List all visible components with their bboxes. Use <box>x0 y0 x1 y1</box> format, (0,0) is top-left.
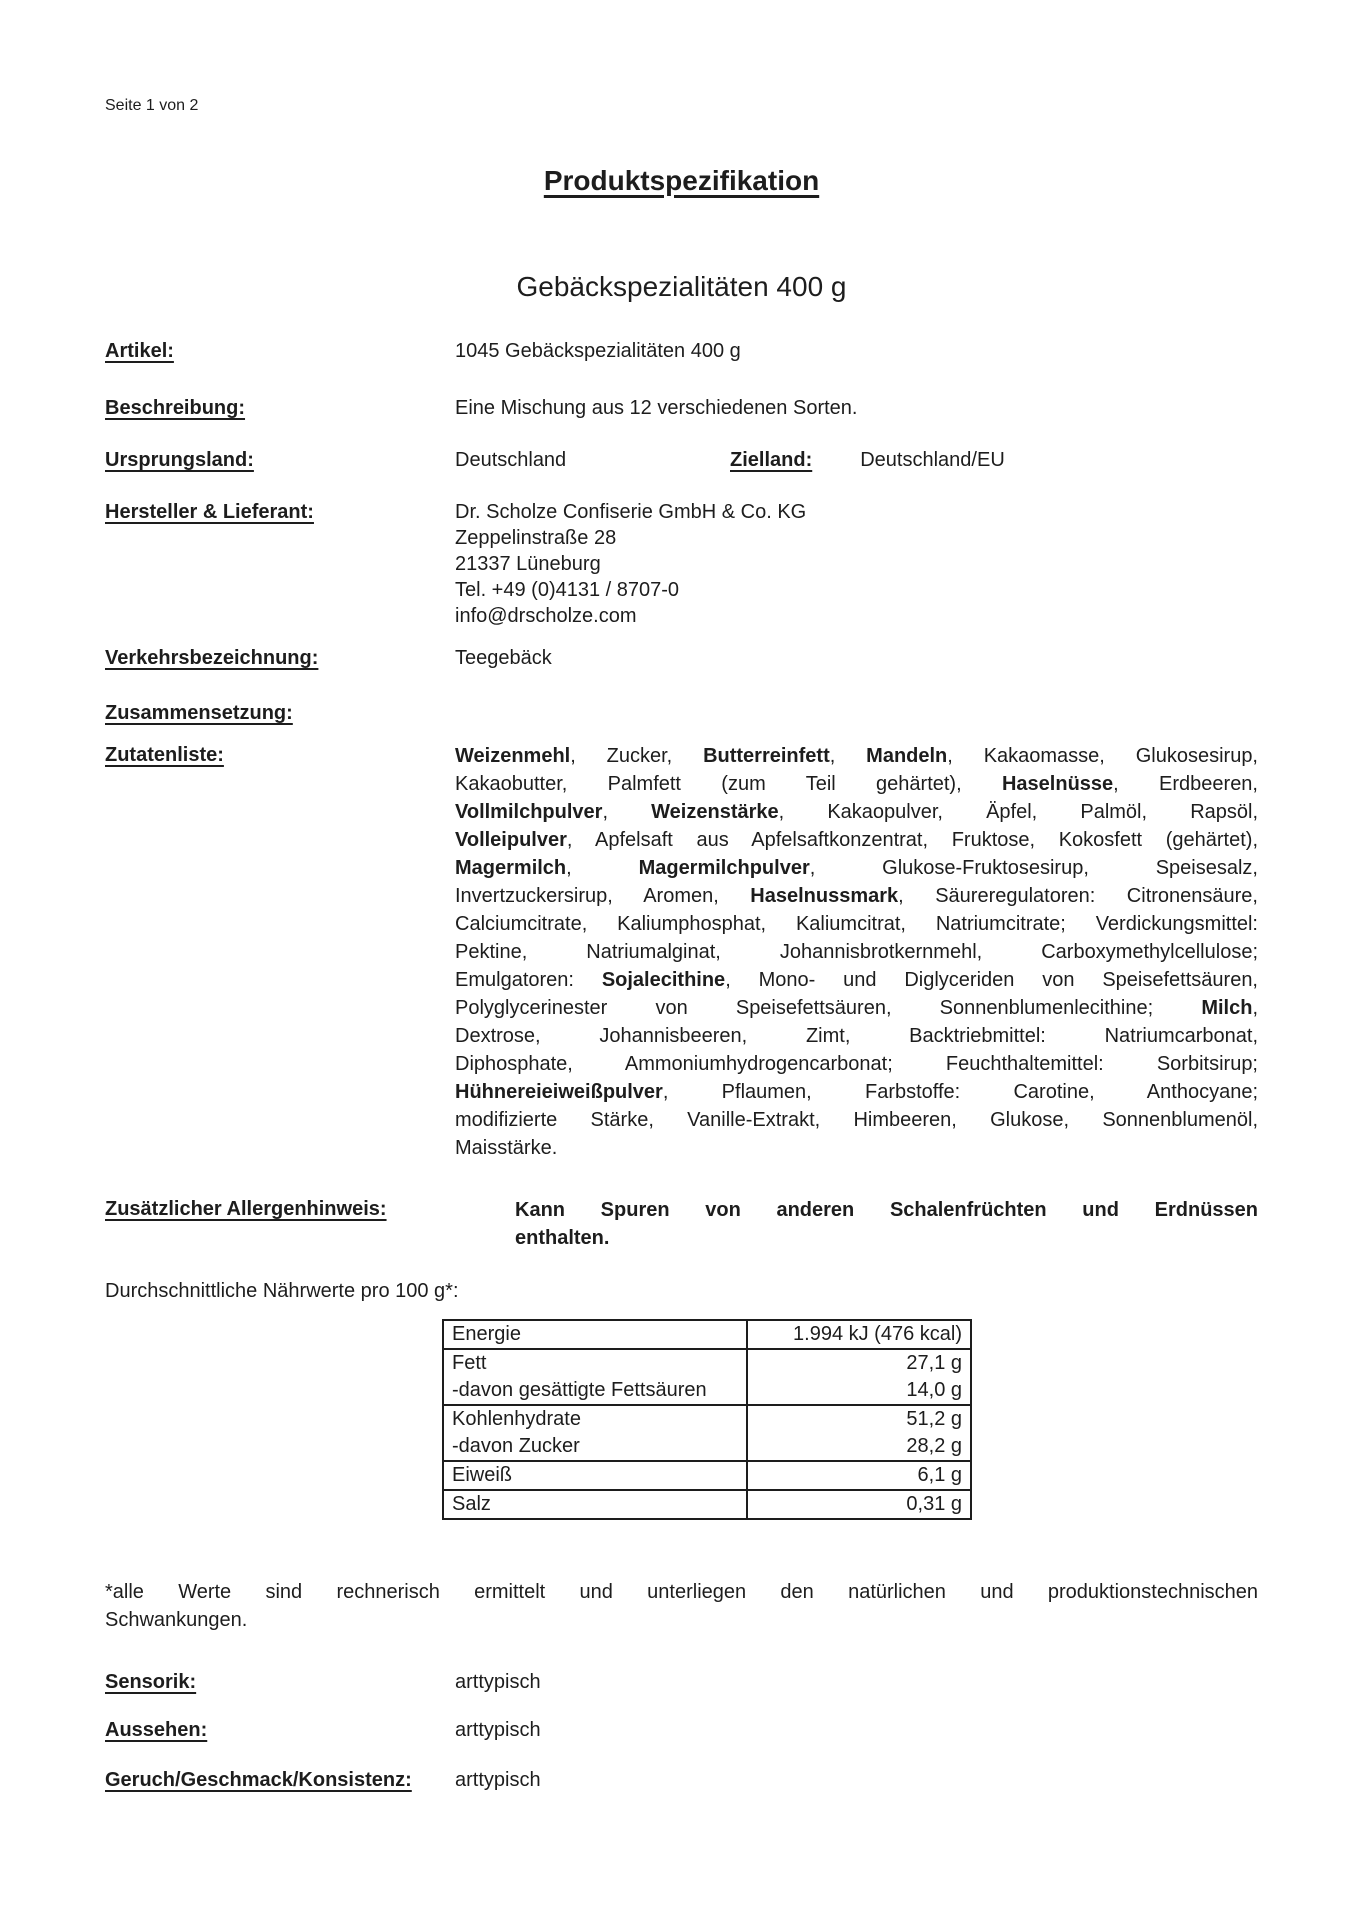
field-verkehrsbezeichnung <box>105 645 1258 671</box>
artikel-value: 1045 Gebäckspezialitäten 400 g <box>455 340 741 362</box>
sensorik-value: arttypisch <box>455 1671 541 1693</box>
beschreibung-label: Beschreibung: <box>105 397 246 419</box>
nutrient-value-cell: 27,1 g <box>747 1349 971 1377</box>
table-row-kohlenhydrate <box>443 1405 971 1433</box>
field-zutatenliste <box>105 742 1258 1162</box>
nutrient-value-cell: 0,31 g <box>747 1490 971 1519</box>
ursprungsland-label: Ursprungsland: <box>105 449 254 471</box>
field-sensorik <box>105 1669 1258 1695</box>
nutrient-name-cell: Eiweiß <box>443 1461 747 1490</box>
verkehrsbezeichnung-value: Teegebäck <box>455 647 552 669</box>
verkehrsbezeichnung-label: Verkehrsbezeichnung: <box>105 647 319 669</box>
hersteller-address <box>455 499 806 629</box>
section-zusammensetzung <box>105 700 1258 726</box>
page-indicator: Seite 1 von 2 <box>105 97 199 114</box>
zielland-label: Zielland: <box>730 449 813 471</box>
field-artikel <box>105 338 1258 364</box>
table-row-energie <box>443 1320 971 1349</box>
nutrient-name-cell: Kohlenhydrate <box>443 1405 747 1433</box>
sensorik-label: Sensorik: <box>105 1671 197 1693</box>
field-hersteller-lieferant <box>105 499 1258 629</box>
nutrient-value-cell: 51,2 g <box>747 1405 971 1433</box>
field-allergenhinweis <box>105 1196 1258 1252</box>
product-name-subtitle: Gebäckspezialitäten 400 g <box>516 271 847 302</box>
allergenhinweis-label: Zusätzlicher Allergenhinweis: <box>105 1198 387 1220</box>
ursprungsland-value: Deutschland <box>455 449 567 471</box>
field-ursprungsland-zielland <box>105 447 1258 473</box>
table-row-eiweiss <box>443 1461 971 1490</box>
address-phone: Tel. +49 (0)4131 / 8707-0 <box>455 579 680 601</box>
zusammensetzung-label: Zusammensetzung: <box>105 702 293 724</box>
aussehen-value: arttypisch <box>455 1719 541 1741</box>
field-beschreibung <box>105 395 1258 421</box>
document-title: Produktspezifikation <box>543 165 820 196</box>
nutrient-value-cell: 28,2 g <box>906 1435 962 1457</box>
table-row-zucker <box>443 1433 971 1461</box>
geruch-geschmack-konsistenz-value: arttypisch <box>455 1769 541 1791</box>
nutrient-value-cell: 14,0 g <box>906 1379 962 1401</box>
zutatenliste-label: Zutatenliste: <box>105 744 224 766</box>
nutrition-heading: Durchschnittliche Nährwerte pro 100 g*: <box>105 1280 459 1302</box>
address-street: Zeppelinstraße 28 <box>455 527 617 549</box>
address-city: 21337 Lüneburg <box>455 553 601 575</box>
beschreibung-value: Eine Mischung aus 12 verschiedenen Sorten. <box>455 397 858 419</box>
nutrient-name-cell: Salz <box>443 1490 747 1519</box>
nutrient-value-cell: 1.994 kJ (476 kcal) <box>793 1323 962 1345</box>
ingredients-text: Weizenmehl, Zucker, Butterreinfett, Mandeln, Kakaomasse, Glukosesirup, Kakaobutter, Palmfett (zum Teil gehärtet), Haselnüsse, Erdbeeren, Vollmilchpulver, Weizenstärke, Kakaopulver, Äpfel, Palmöl, Rapsöl, Volleipulver, Apfelsaft aus Apfelsaftkonzentrat, Fruktose, Kokosfett (gehärtet), Magermilch, Magermilchpulver, Glukose-Fruktosesirup, Speisesalz, Invertzuckersirup, Aromen, Haselnussmark, Säureregulatoren: Citronensäure, Calciumcitrate, Kaliumphosphat, Kaliumcitrat, Natriumcitrate; Verdickungsmittel: Pektine, Natriumalginat, Johannisbrotkernmehl, Carboxymethylcellulose; Emulgatoren: Sojalecithine, Mono- und Diglyceriden von Speisefettsäuren, Polyglycerinester von Speisefettsäuren, Sonnenblumenlecithine; Milch, Dextrose, Johannisbeeren, Zimt, Backtriebmittel: Natriumcarbonat, Diphosphate, Ammoniumhydrogencarbonat; Feuchthaltemittel: Sorbitsirup; Hühnereieiweißpulver, Pflaumen, Farbstoffe: Carotine, Anthocyane; modifizierte Stärke, Vanille-Extrakt, Himbeeren, Glukose, Sonnenblumenöl, Maisstärke. <box>455 745 1259 1159</box>
address-company: Dr. Scholze Confiserie GmbH & Co. KG <box>455 501 807 523</box>
nutrition-footnote: *alle Werte sind rechnerisch ermittelt und unterliegen den natürlichen und produktionstechnischen Schwankungen. <box>105 1581 1258 1631</box>
aussehen-label: Aussehen: <box>105 1719 208 1741</box>
nutrient-name-cell: Energie <box>443 1320 747 1349</box>
table-row-fett <box>443 1349 971 1377</box>
nutrient-name-cell: -davon Zucker <box>443 1433 747 1461</box>
nutrition-table <box>442 1319 972 1520</box>
document-content <box>0 96 1358 1793</box>
nutrient-name-cell: -davon gesättigte Fettsäuren <box>443 1377 747 1405</box>
zielland-value: Deutschland/EU <box>860 449 1005 471</box>
hersteller-label: Hersteller & Lieferant: <box>105 501 314 523</box>
nutrient-name-cell: Fett <box>443 1349 747 1377</box>
nutrient-value-cell: 6,1 g <box>747 1461 971 1490</box>
field-geruch-geschmack-konsistenz <box>105 1767 1258 1793</box>
artikel-label: Artikel: <box>105 340 174 362</box>
table-row-salz <box>443 1490 971 1519</box>
field-aussehen <box>105 1717 1258 1743</box>
allergenhinweis-text: Kann Spuren von anderen Schalenfrüchten und Erdnüssen enthalten. <box>515 1199 1258 1249</box>
address-email: info@drscholze.com <box>455 605 637 627</box>
table-row-gesaettigte-fettsaeuren <box>443 1377 971 1405</box>
geruch-geschmack-konsistenz-label: Geruch/Geschmack/Konsistenz: <box>105 1769 412 1791</box>
